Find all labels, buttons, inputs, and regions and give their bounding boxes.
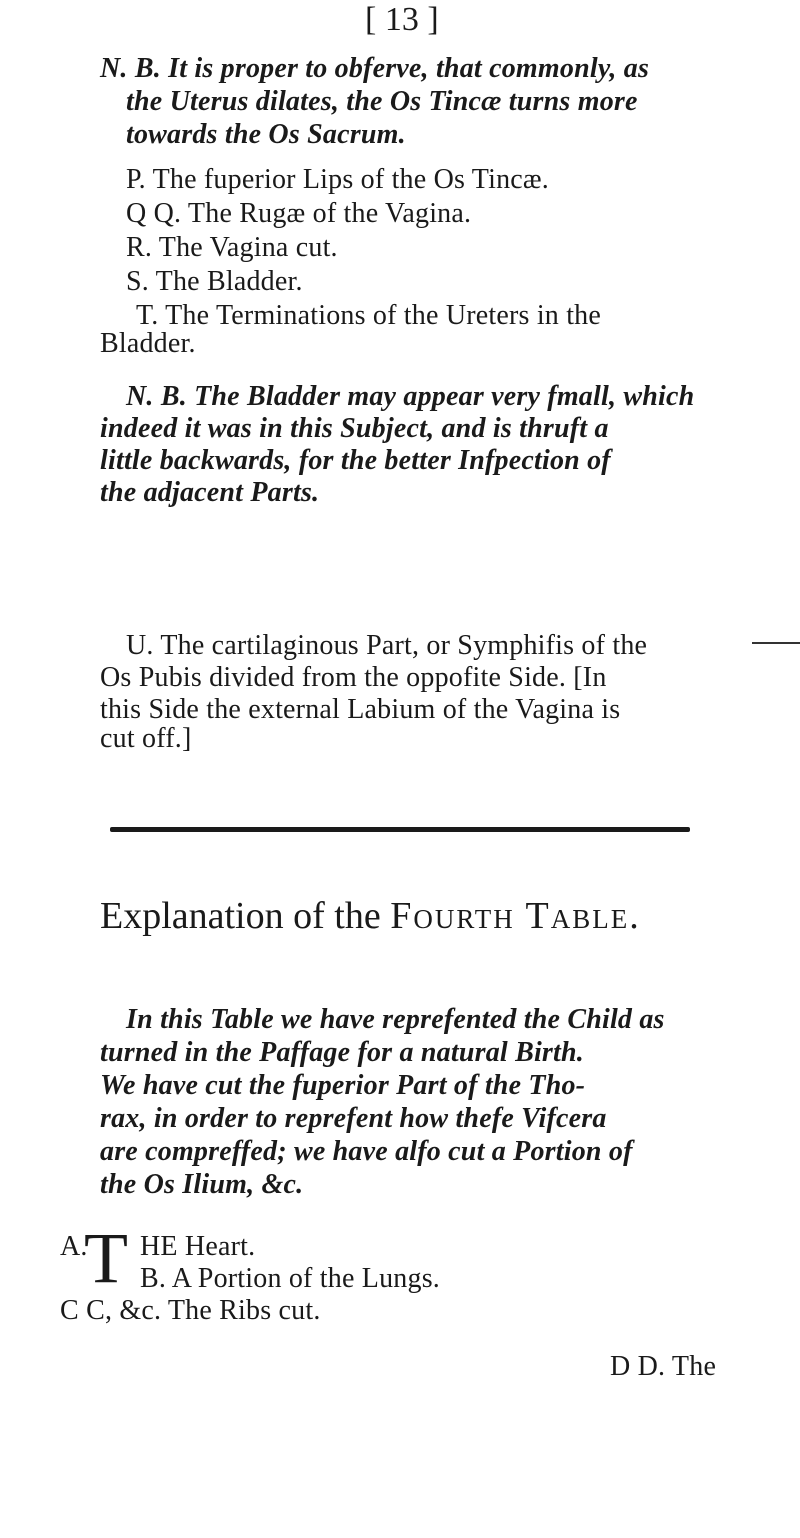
item-a-text: HE Heart.	[140, 1231, 256, 1262]
intro-line-5: are compreffed; we have alfo cut a Portion of	[100, 1136, 633, 1167]
nb2-line-1: N. B. The Bladder may appear very fmall, which	[126, 381, 695, 412]
item-u-line-4: cut off.]	[100, 723, 192, 754]
page-number: [ 13 ]	[365, 1, 439, 38]
intro-line-4: rax, in order to reprefent how thefe Vifcera	[100, 1103, 607, 1134]
item-r: R. The Vagina cut.	[126, 232, 338, 263]
item-u-line-1: U. The cartilaginous Part, or Symphifis of the	[126, 630, 648, 661]
nb1-line-1: N. B. It is proper to obferve, that commonly, as	[100, 53, 650, 84]
section-heading	[100, 894, 641, 938]
item-a-prefix: A.	[60, 1231, 88, 1262]
item-u-line-3: this Side the external Labium of the Vagina is	[100, 694, 621, 725]
item-t-line-1: T. The Terminations of the Ureters in the	[136, 300, 602, 331]
margin-mark	[752, 642, 800, 644]
item-t-line-2: Bladder.	[100, 328, 196, 359]
nb2-line-2: indeed it was in this Subject, and is thruft a	[100, 413, 609, 444]
catchword: D D. The	[610, 1351, 717, 1382]
intro-line-1: In this Table we have reprefented the Child as	[126, 1004, 665, 1035]
intro-line-6: the Os Ilium, &c.	[100, 1169, 304, 1200]
intro-line-3: We have cut the fuperior Part of the Tho-	[100, 1070, 586, 1101]
drop-cap: T	[84, 1218, 128, 1298]
nb2-line-3: little backwards, for the better Infpection of	[100, 445, 611, 476]
item-s: S. The Bladder.	[126, 266, 303, 297]
nb2-line-4: the adjacent Parts.	[100, 477, 320, 508]
intro-line-2: turned in the Paffage for a natural Birth.	[100, 1037, 584, 1068]
item-u-line-2: Os Pubis divided from the oppofite Side. [In	[100, 662, 607, 693]
heading-caps: Fourth Table.	[390, 895, 641, 937]
nb1-line-3: towards the Os Sacrum.	[126, 119, 406, 150]
item-b: B. A Portion of the Lungs.	[140, 1263, 440, 1294]
item-qq: Q Q. The Rugæ of the Vagina.	[126, 198, 472, 229]
heading-prefix: Explanation of the	[100, 895, 381, 937]
section-rule	[110, 827, 690, 832]
item-cc: C C, &c. The Ribs cut.	[60, 1295, 321, 1326]
nb1-line-2: the Uterus dilates, the Os Tincæ turns more	[126, 86, 638, 117]
item-p: P. The fuperior Lips of the Os Tincæ.	[126, 164, 549, 195]
